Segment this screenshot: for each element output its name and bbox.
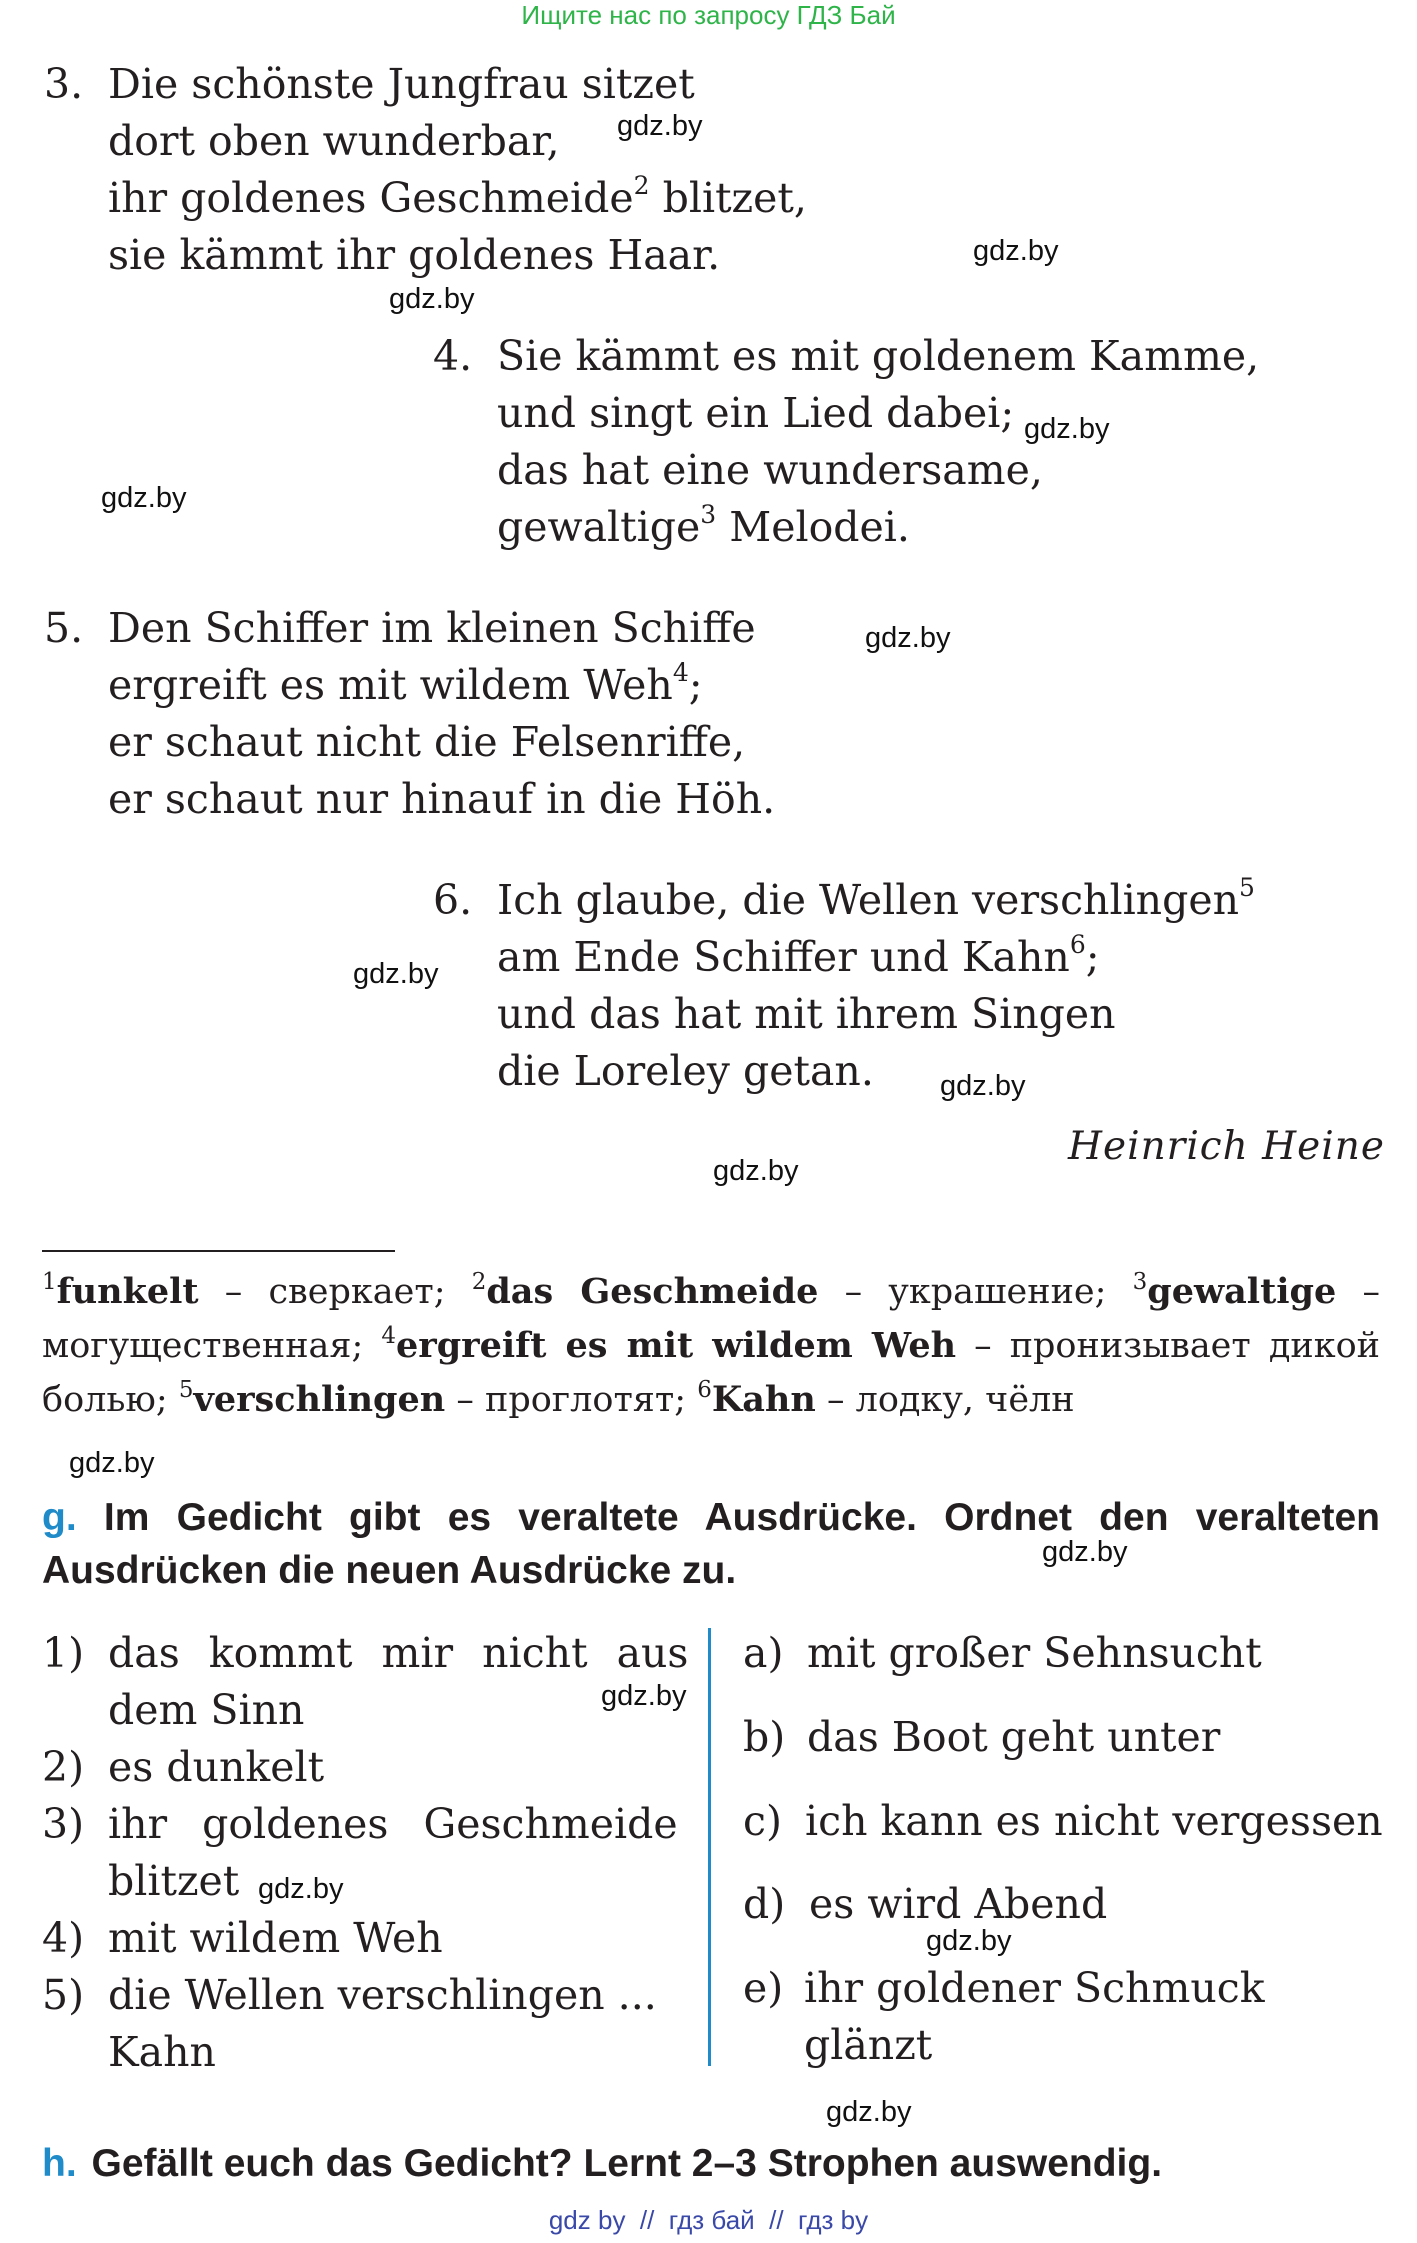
poem-line: sie kämmt ihr goldenes Haar. — [108, 231, 721, 279]
watermark: gdz.by — [865, 622, 951, 654]
footnote-term: das Geschmeide — [486, 1271, 819, 1312]
poem-line-text: Melodei. — [729, 503, 910, 551]
item-line: mit wildem Weh — [108, 1914, 443, 1962]
stanza-5 — [44, 600, 776, 828]
item-line: die Wellen verschlingen ... — [108, 1971, 657, 2019]
footnote-term: funkelt — [56, 1271, 199, 1312]
item-key: 3) — [42, 1800, 85, 1848]
poem-line-text: ; — [688, 661, 703, 709]
watermark: gdz.by — [617, 110, 703, 142]
watermark: gdz.by — [713, 1155, 799, 1187]
item-key: 4) — [42, 1914, 85, 1962]
item-key: a) — [743, 1629, 784, 1677]
item-line: dem Sinn — [108, 1686, 305, 1734]
footnote-number: 1 — [42, 1269, 57, 1295]
item-key: 1) — [42, 1629, 85, 1677]
task-text: Gefällt euch das Gedicht? Lernt 2–3 Strophen auswendig. — [91, 2142, 1163, 2185]
footnote-dash: – — [1362, 1272, 1380, 1312]
watermark: gdz.by — [69, 1447, 155, 1479]
footnote-dash: – — [974, 1326, 992, 1366]
footnotes — [42, 1265, 1380, 1427]
footnote-meaning: украшение; — [888, 1272, 1107, 1312]
footnote-term: verschlingen — [193, 1379, 446, 1420]
top-banner[interactable]: Ищите нас по запросу ГДЗ Бай — [521, 0, 896, 30]
stanza-number: 5. — [44, 604, 84, 652]
poem-line: Den Schiffer im kleinen Schiffe — [108, 604, 756, 652]
watermark: gdz.by — [258, 1873, 344, 1905]
footnote-marker: 5 — [1239, 873, 1255, 902]
item-key: b) — [743, 1713, 786, 1761]
item-line: das kommt mir nicht aus — [108, 1629, 689, 1677]
watermark: gdz.by — [1042, 1536, 1128, 1568]
poem-line — [108, 657, 775, 714]
footnote-dash: – — [456, 1380, 474, 1420]
stanza-4 — [433, 328, 1260, 556]
item-key: d) — [743, 1880, 786, 1928]
footnote — [697, 1377, 1075, 1420]
footnote-dash: – — [844, 1272, 863, 1312]
poem-line: er schaut nicht die Felsenriffe, — [108, 718, 746, 766]
poem-line: und das hat mit ihrem Singen — [497, 990, 1116, 1038]
footnote-marker: 4 — [672, 658, 689, 687]
item-line: es wird Abend — [809, 1880, 1108, 1928]
poem-line: und singt ein Lied dabei; — [497, 389, 1015, 437]
poem-line — [497, 929, 1255, 986]
poem-line: die Loreley getan. — [497, 1047, 874, 1095]
item-line: ihr goldenes Geschmeide — [108, 1800, 678, 1848]
watermark: gdz.by — [826, 2096, 912, 2128]
task-letter: h. — [42, 2142, 77, 2185]
footnote-dash: – — [224, 1272, 243, 1312]
footnote-meaning: пронизывает дикой болью; — [42, 1326, 1380, 1420]
poem-line — [108, 170, 807, 227]
poem-line: Sie kämmt es mit goldenem Kamme, — [497, 332, 1260, 380]
footnote-meaning: лодку, чёлн — [855, 1380, 1075, 1420]
footnote-meaning: могущественная; — [42, 1326, 364, 1366]
footnote-meaning: сверкает; — [268, 1272, 446, 1312]
stanza-number: 6. — [433, 876, 473, 924]
footnote-number: 6 — [697, 1377, 712, 1403]
watermark: gdz.by — [1024, 413, 1110, 445]
poem-line-text: ; — [1085, 933, 1100, 981]
watermark: gdz.by — [973, 235, 1059, 267]
stanza-number: 3. — [44, 60, 84, 108]
poem-line — [497, 499, 1259, 556]
task-g — [42, 1491, 1380, 1597]
item-line: mit großer Sehnsucht — [807, 1629, 1262, 1677]
item-key: 2) — [42, 1743, 85, 1791]
footnote-marker: 2 — [633, 171, 650, 200]
poem-line-text: ergreift es mit wildem Weh — [108, 661, 673, 709]
footnote — [178, 1377, 687, 1420]
footnote-dash: – — [826, 1380, 845, 1420]
task-letter: g. — [42, 1496, 77, 1539]
watermark: gdz.by — [940, 1070, 1026, 1102]
poem-line: Die schönste Jungfrau sitzet — [108, 60, 695, 108]
watermark: gdz.by — [101, 482, 187, 514]
footnote — [42, 1269, 446, 1312]
poem-line-text: am Ende Schiffer und Kahn — [497, 933, 1070, 981]
footnote-divider — [42, 1250, 395, 1252]
stanza-number: 4. — [433, 332, 473, 380]
stanza-6 — [433, 872, 1255, 1100]
footnote-number: 2 — [471, 1269, 487, 1295]
task-h — [42, 2137, 1380, 2190]
poem-line: dort oben wunderbar, — [108, 117, 560, 165]
stanza-3 — [44, 56, 807, 284]
watermark: gdz.by — [601, 1680, 687, 1712]
footnote-marker: 3 — [700, 500, 717, 529]
footnote-number: 3 — [1132, 1269, 1148, 1295]
item-line: Kahn — [108, 2028, 216, 2076]
footnote-meaning: проглотят; — [485, 1380, 687, 1420]
footnote-term: gewaltige — [1147, 1271, 1337, 1312]
poem-line-text: blitzet, — [662, 174, 807, 222]
item-line: das Boot geht unter — [807, 1713, 1221, 1761]
footnote-marker: 6 — [1069, 930, 1086, 959]
watermark: gdz.by — [926, 1925, 1012, 1957]
watermark: gdz.by — [353, 958, 439, 990]
poem-author: Heinrich Heine — [1068, 1124, 1385, 1169]
bottom-banner[interactable]: gdz by // гдз бай // гдз by — [548, 2205, 869, 2235]
poem-line-text: gewaltige — [497, 503, 701, 551]
poem-line-text: Ich glaube, die Wellen verschlingen — [497, 876, 1240, 924]
footnote-term: ergreift es mit wildem Weh — [395, 1325, 957, 1366]
footnote-number: 4 — [381, 1323, 396, 1349]
poem-line: er schaut nur hinauf in die Höh. — [108, 775, 776, 823]
poem-line — [497, 872, 1255, 929]
task-text: Im Gedicht gibt es veraltete Ausdrücke. Ordnet den veralteten Ausdrücken die neuen Ausdrücke zu. — [42, 1496, 1380, 1592]
item-line: ihr goldener Schmuck — [804, 1964, 1265, 2012]
item-key: c) — [743, 1797, 782, 1845]
item-line: glänzt — [804, 2021, 933, 2069]
poem-line-text: ihr goldenes Geschmeide — [108, 174, 634, 222]
item-line: ich kann es nicht vergessen — [805, 1797, 1383, 1845]
item-key: 5) — [42, 1971, 85, 2019]
footnote-number: 5 — [178, 1377, 194, 1403]
item-line: es dunkelt — [108, 1743, 325, 1791]
poem-line: das hat eine wundersame, — [497, 446, 1043, 494]
item-line: blitzet — [108, 1857, 240, 1905]
footnote-term: Kahn — [711, 1379, 816, 1420]
item-key: e) — [743, 1964, 784, 2012]
column-divider — [708, 1628, 711, 2066]
footnote — [471, 1269, 1107, 1312]
watermark: gdz.by — [389, 283, 475, 315]
